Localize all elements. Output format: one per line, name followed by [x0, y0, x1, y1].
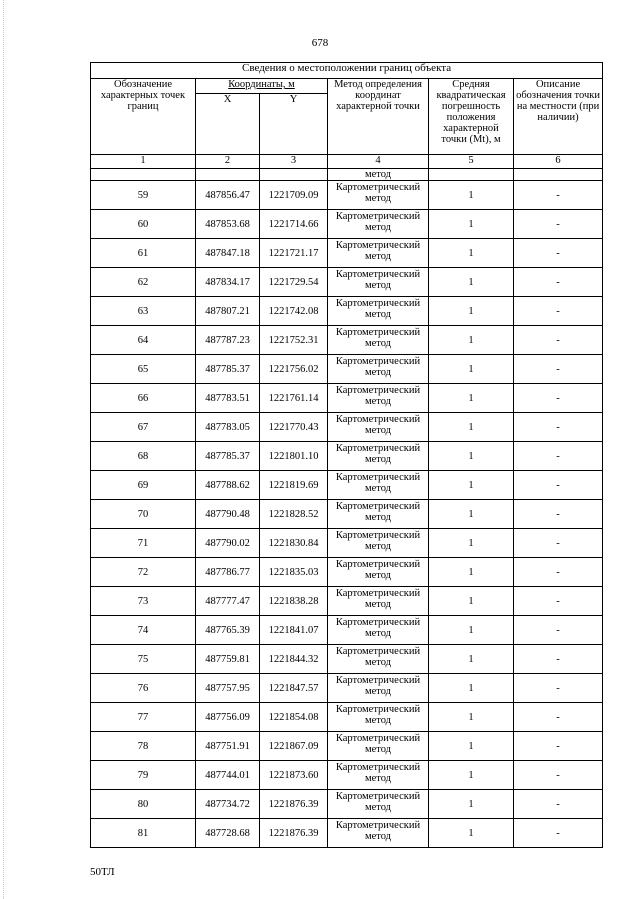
table-row — [91, 674, 603, 703]
method-cell — [328, 326, 429, 355]
point-number-cell: 61 — [91, 239, 196, 268]
point-number-cell: 63 — [91, 297, 196, 326]
table-row — [91, 384, 603, 413]
y-coordinate-cell: 1221729.54 — [260, 268, 328, 297]
point-number-cell: 75 — [91, 645, 196, 674]
col-number: 6 — [514, 155, 603, 169]
method-line-1: Картометрический — [335, 733, 421, 744]
description-cell: - — [514, 616, 603, 645]
table-row — [91, 210, 603, 239]
method-line-2: метод — [364, 453, 392, 465]
point-number-cell: 60 — [91, 210, 196, 239]
y-coordinate-cell: 1221828.52 — [260, 500, 328, 529]
x-coordinate-cell: 487783.51 — [196, 384, 260, 413]
method-cell — [328, 732, 429, 761]
method-line-1: Картометрический — [335, 559, 421, 570]
table-row — [91, 761, 603, 790]
method-cell — [328, 645, 429, 674]
x-coordinate-cell: 487856.47 — [196, 181, 260, 210]
error-cell: 1 — [429, 790, 514, 819]
header-error: Средняя квадратическая погрешность положения характерной точки (Mt), м — [429, 79, 514, 155]
error-cell: 1 — [429, 355, 514, 384]
col-number: 2 — [196, 155, 260, 169]
method-line-2: метод — [364, 279, 392, 291]
method-line-2: метод — [364, 714, 392, 726]
method-cell — [328, 616, 429, 645]
y-coordinate-cell: 1221709.09 — [260, 181, 328, 210]
y-coordinate-cell: 1221876.39 — [260, 790, 328, 819]
x-coordinate-cell: 487785.37 — [196, 355, 260, 384]
header-method: Метод определения координат характерной точки — [328, 79, 429, 155]
table-title: Сведения о местоположении границ объекта — [91, 63, 603, 79]
method-line-2: метод — [364, 482, 392, 494]
boundary-points-table — [90, 62, 603, 848]
continuation-text: метод — [328, 169, 429, 181]
point-number-cell: 74 — [91, 616, 196, 645]
method-line-1: Картометрический — [335, 240, 421, 251]
method-cell — [328, 674, 429, 703]
error-cell: 1 — [429, 268, 514, 297]
col-number: 4 — [328, 155, 429, 169]
y-coordinate-cell: 1221844.32 — [260, 645, 328, 674]
method-cell — [328, 819, 429, 848]
method-line-2: метод — [364, 250, 392, 262]
error-cell: 1 — [429, 181, 514, 210]
table-row — [91, 181, 603, 210]
method-line-2: метод — [364, 511, 392, 523]
description-cell: - — [514, 181, 603, 210]
error-cell: 1 — [429, 384, 514, 413]
x-coordinate-cell: 487728.68 — [196, 819, 260, 848]
method-line-1: Картометрический — [335, 182, 421, 193]
table-row — [91, 239, 603, 268]
header-x: X — [196, 94, 260, 155]
y-coordinate-cell: 1221830.84 — [260, 529, 328, 558]
error-cell: 1 — [429, 587, 514, 616]
method-cell — [328, 529, 429, 558]
table-row — [91, 442, 603, 471]
table-row — [91, 268, 603, 297]
description-cell: - — [514, 210, 603, 239]
x-coordinate-cell: 487751.91 — [196, 732, 260, 761]
error-cell: 1 — [429, 239, 514, 268]
x-coordinate-cell: 487756.09 — [196, 703, 260, 732]
table-row — [91, 500, 603, 529]
header-point: Обозначение характерных точек границ — [91, 79, 196, 155]
method-line-1: Картометрический — [335, 472, 421, 483]
description-cell: - — [514, 239, 603, 268]
point-number-cell: 72 — [91, 558, 196, 587]
method-line-2: метод — [364, 772, 392, 784]
method-line-1: Картометрический — [335, 588, 421, 599]
y-coordinate-cell: 1221714.66 — [260, 210, 328, 239]
error-cell: 1 — [429, 819, 514, 848]
point-number-cell: 68 — [91, 442, 196, 471]
x-coordinate-cell: 487734.72 — [196, 790, 260, 819]
point-number-cell: 67 — [91, 413, 196, 442]
point-number-cell: 73 — [91, 587, 196, 616]
method-line-1: Картометрический — [335, 443, 421, 454]
method-line-1: Картометрический — [335, 675, 421, 686]
method-cell — [328, 355, 429, 384]
method-cell — [328, 239, 429, 268]
method-cell — [328, 384, 429, 413]
page-number: 678 — [311, 37, 329, 49]
y-coordinate-cell: 1221841.07 — [260, 616, 328, 645]
error-cell: 1 — [429, 471, 514, 500]
error-cell: 1 — [429, 529, 514, 558]
method-line-2: метод — [364, 801, 392, 813]
description-cell: - — [514, 587, 603, 616]
y-coordinate-cell: 1221835.03 — [260, 558, 328, 587]
error-cell: 1 — [429, 442, 514, 471]
continuation-row — [91, 169, 603, 181]
y-coordinate-cell: 1221756.02 — [260, 355, 328, 384]
method-cell — [328, 587, 429, 616]
point-number-cell: 78 — [91, 732, 196, 761]
y-coordinate-cell: 1221721.17 — [260, 239, 328, 268]
point-number-cell: 79 — [91, 761, 196, 790]
method-line-2: метод — [364, 192, 392, 204]
table-row — [91, 326, 603, 355]
method-line-2: метод — [364, 424, 392, 436]
method-line-1: Картометрический — [335, 820, 421, 831]
table-row — [91, 790, 603, 819]
footer-code: 50ТЛ — [90, 866, 115, 878]
method-line-2: метод — [364, 308, 392, 320]
method-line-2: метод — [364, 685, 392, 697]
y-coordinate-cell: 1221752.31 — [260, 326, 328, 355]
y-coordinate-cell: 1221854.08 — [260, 703, 328, 732]
point-number-cell: 80 — [91, 790, 196, 819]
point-number-cell: 71 — [91, 529, 196, 558]
error-cell: 1 — [429, 326, 514, 355]
x-coordinate-cell: 487788.62 — [196, 471, 260, 500]
method-cell — [328, 210, 429, 239]
description-cell: - — [514, 529, 603, 558]
point-number-cell: 65 — [91, 355, 196, 384]
x-coordinate-cell: 487807.21 — [196, 297, 260, 326]
table-row — [91, 558, 603, 587]
y-coordinate-cell: 1221801.10 — [260, 442, 328, 471]
method-line-2: метод — [364, 830, 392, 842]
description-cell: - — [514, 268, 603, 297]
description-cell: - — [514, 297, 603, 326]
method-line-1: Картометрический — [335, 327, 421, 338]
method-line-2: метод — [364, 743, 392, 755]
description-cell: - — [514, 471, 603, 500]
scan-edge-line — [3, 0, 5, 899]
table-row — [91, 645, 603, 674]
method-line-1: Картометрический — [335, 414, 421, 425]
description-cell: - — [514, 674, 603, 703]
x-coordinate-cell: 487785.37 — [196, 442, 260, 471]
point-number-cell: 66 — [91, 384, 196, 413]
point-number-cell: 62 — [91, 268, 196, 297]
method-cell — [328, 471, 429, 500]
table-row — [91, 819, 603, 848]
table-row — [91, 732, 603, 761]
point-number-cell: 70 — [91, 500, 196, 529]
x-coordinate-cell: 487744.01 — [196, 761, 260, 790]
method-line-2: метод — [364, 569, 392, 581]
method-line-1: Картометрический — [335, 356, 421, 367]
method-line-1: Картометрический — [335, 211, 421, 222]
method-cell — [328, 790, 429, 819]
table-row — [91, 616, 603, 645]
method-line-1: Картометрический — [335, 530, 421, 541]
x-coordinate-cell: 487786.77 — [196, 558, 260, 587]
x-coordinate-cell: 487847.18 — [196, 239, 260, 268]
method-cell — [328, 297, 429, 326]
y-coordinate-cell: 1221876.39 — [260, 819, 328, 848]
error-cell: 1 — [429, 703, 514, 732]
error-cell: 1 — [429, 413, 514, 442]
description-cell: - — [514, 790, 603, 819]
x-coordinate-cell: 487783.05 — [196, 413, 260, 442]
method-line-2: метод — [364, 627, 392, 639]
x-coordinate-cell: 487790.02 — [196, 529, 260, 558]
method-line-1: Картометрический — [335, 704, 421, 715]
col-number: 1 — [91, 155, 196, 169]
description-cell: - — [514, 558, 603, 587]
method-cell — [328, 500, 429, 529]
point-number-cell: 59 — [91, 181, 196, 210]
method-cell — [328, 761, 429, 790]
method-cell — [328, 703, 429, 732]
y-coordinate-cell: 1221838.28 — [260, 587, 328, 616]
method-cell — [328, 442, 429, 471]
x-coordinate-cell: 487765.39 — [196, 616, 260, 645]
y-coordinate-cell: 1221770.43 — [260, 413, 328, 442]
description-cell: - — [514, 384, 603, 413]
table-row — [91, 413, 603, 442]
error-cell: 1 — [429, 761, 514, 790]
y-coordinate-cell: 1221847.57 — [260, 674, 328, 703]
y-coordinate-cell: 1221742.08 — [260, 297, 328, 326]
x-coordinate-cell: 487853.68 — [196, 210, 260, 239]
table-row — [91, 471, 603, 500]
method-line-2: метод — [364, 337, 392, 349]
header-y: Y — [260, 94, 328, 155]
method-cell — [328, 268, 429, 297]
point-number-cell: 81 — [91, 819, 196, 848]
method-line-2: метод — [364, 366, 392, 378]
method-line-1: Картометрический — [335, 617, 421, 628]
method-line-1: Картометрический — [335, 385, 421, 396]
col-number: 5 — [429, 155, 514, 169]
x-coordinate-cell: 487790.48 — [196, 500, 260, 529]
y-coordinate-cell: 1221873.60 — [260, 761, 328, 790]
error-cell: 1 — [429, 210, 514, 239]
method-line-1: Картометрический — [335, 269, 421, 280]
col-number: 3 — [260, 155, 328, 169]
method-line-2: метод — [364, 395, 392, 407]
x-coordinate-cell: 487777.47 — [196, 587, 260, 616]
method-line-2: метод — [364, 656, 392, 668]
point-number-cell: 77 — [91, 703, 196, 732]
method-line-2: метод — [364, 221, 392, 233]
table-row — [91, 297, 603, 326]
method-line-1: Картометрический — [335, 646, 421, 657]
point-number-cell: 64 — [91, 326, 196, 355]
description-cell: - — [514, 442, 603, 471]
table-row — [91, 529, 603, 558]
method-line-1: Картометрический — [335, 762, 421, 773]
x-coordinate-cell: 487759.81 — [196, 645, 260, 674]
description-cell: - — [514, 761, 603, 790]
method-line-2: метод — [364, 598, 392, 610]
error-cell: 1 — [429, 297, 514, 326]
error-cell: 1 — [429, 645, 514, 674]
point-number-cell: 69 — [91, 471, 196, 500]
error-cell: 1 — [429, 674, 514, 703]
description-cell: - — [514, 819, 603, 848]
description-cell: - — [514, 500, 603, 529]
y-coordinate-cell: 1221761.14 — [260, 384, 328, 413]
x-coordinate-cell: 487787.23 — [196, 326, 260, 355]
header-coords: Координаты, м — [196, 79, 328, 94]
description-cell: - — [514, 355, 603, 384]
header-description: Описание обозначения точки на местности (при наличии) — [514, 79, 603, 155]
x-coordinate-cell: 487834.17 — [196, 268, 260, 297]
method-line-1: Картометрический — [335, 298, 421, 309]
error-cell: 1 — [429, 500, 514, 529]
table-row — [91, 355, 603, 384]
error-cell: 1 — [429, 616, 514, 645]
description-cell: - — [514, 413, 603, 442]
method-cell — [328, 181, 429, 210]
description-cell: - — [514, 703, 603, 732]
y-coordinate-cell: 1221867.09 — [260, 732, 328, 761]
method-line-1: Картометрический — [335, 791, 421, 802]
description-cell: - — [514, 645, 603, 674]
method-cell — [328, 558, 429, 587]
table-row — [91, 587, 603, 616]
description-cell: - — [514, 326, 603, 355]
method-cell — [328, 413, 429, 442]
error-cell: 1 — [429, 732, 514, 761]
method-line-2: метод — [364, 540, 392, 552]
y-coordinate-cell: 1221819.69 — [260, 471, 328, 500]
point-number-cell: 76 — [91, 674, 196, 703]
method-line-1: Картометрический — [335, 501, 421, 512]
table-row — [91, 703, 603, 732]
description-cell: - — [514, 732, 603, 761]
error-cell: 1 — [429, 558, 514, 587]
x-coordinate-cell: 487757.95 — [196, 674, 260, 703]
